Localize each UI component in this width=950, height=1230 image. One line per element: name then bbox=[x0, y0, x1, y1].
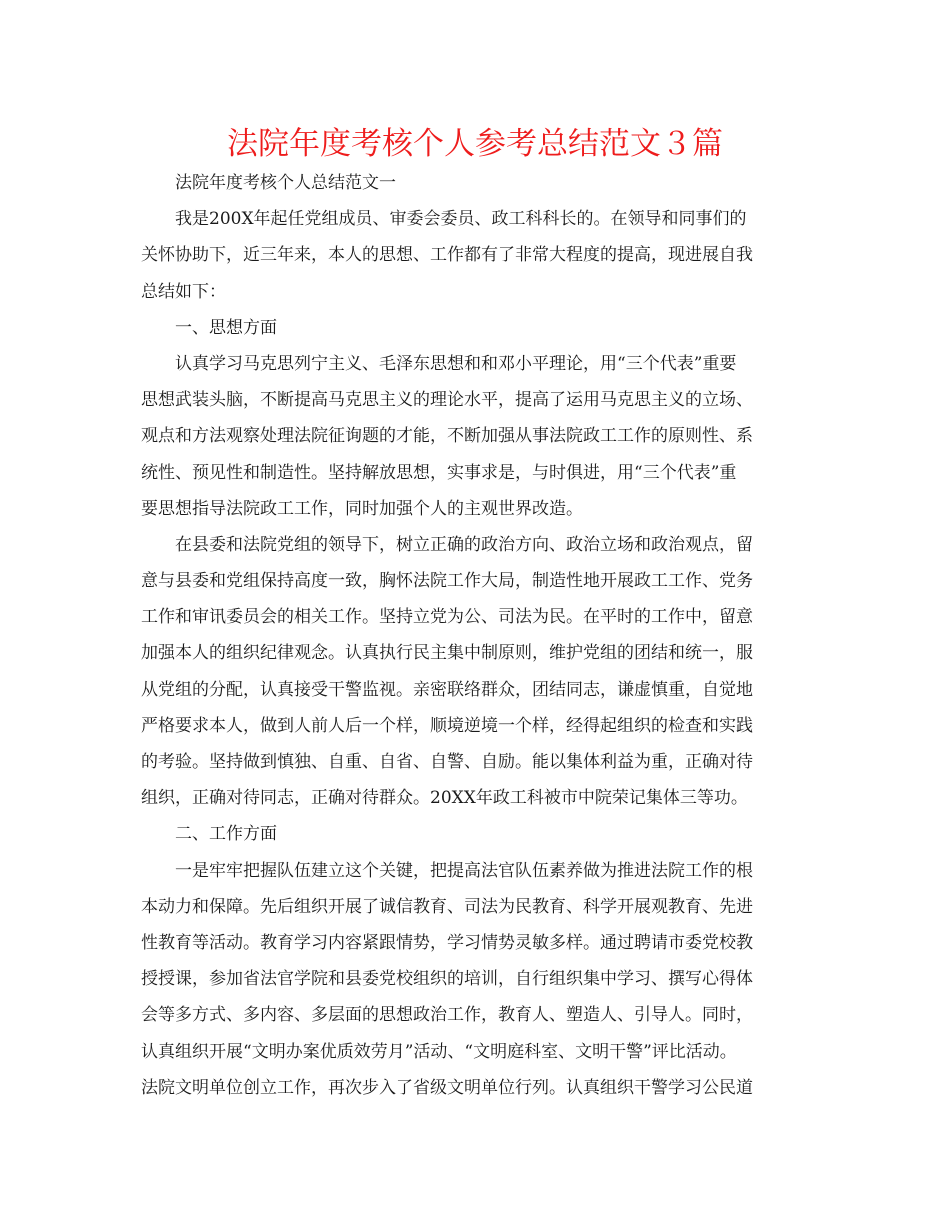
text-line: 认真组织开展“文明办案优质效劳月”活动、“文明庭科室、文明干警”评比活动。 bbox=[141, 1041, 737, 1062]
text-line: 意与县委和党组保持高度一致，胸怀法院工作大局，制造性地开展政工工作、党务 bbox=[141, 571, 753, 592]
text-line: 从党组的分配，认真接受干警监视。亲密联络群众，团结同志，谦虚慎重，自觉地 bbox=[141, 679, 753, 700]
text-line: 的考验。坚持做到慎独、自重、自省、自警、自励。能以集体利益为重，正确对待 bbox=[141, 752, 753, 772]
document-body bbox=[141, 165, 813, 1106]
text-line: 组织，正确对待同志，正确对待群众。20XX年政工科被市中院荣记集体三等功。 bbox=[141, 788, 748, 809]
text-line: 关怀协助下，近三年来，本人的思想、工作都有了非常大程度的提高，现进展自我 bbox=[141, 245, 753, 266]
text-line: 总结如下： bbox=[141, 281, 226, 302]
text-line: 本动力和保障。先后组织开展了诚信教育、司法为民教育、科学开展观教育、先进 bbox=[141, 896, 753, 917]
text-line: 严格要求本人，做到人前人后一个样，顺境逆境一个样，经得起组织的检查和实践 bbox=[141, 715, 753, 736]
text-line: 一、思想方面 bbox=[175, 317, 277, 338]
text-line: 法院年度考核个人总结范文一 bbox=[175, 173, 396, 193]
text-line: 工作和审讯委员会的相关工作。坚持立党为公、司法为民。在平时的工作中，留意 bbox=[141, 607, 753, 628]
text-line: 法院文明单位创立工作，再次步入了省级文明单位行列。认真组织干警学习公民道 bbox=[141, 1077, 753, 1098]
text-line: 二、工作方面 bbox=[175, 824, 277, 845]
text-line: 性教育等活动。教育学习内容紧跟情势，学习情势灵敏多样。通过聘请市委党校教 bbox=[141, 932, 753, 953]
text-line: 统性、预见性和制造性。坚持解放思想，实事求是，与时俱进，用“三个代表”重 bbox=[141, 462, 737, 483]
text-line: 认真学习马克思列宁主义、毛泽东思想和和邓小平理论，用“三个代表”重要 bbox=[175, 353, 737, 374]
text-line: 观点和方法观察处理法院征询题的才能，不断加强从事法院政工工作的原则性、系 bbox=[141, 426, 753, 447]
text-line: 一是牢牢把握队伍建立这个关键，把提高法官队伍素养做为推进法院工作的根 bbox=[175, 860, 753, 881]
text-line: 加强本人的组织纪律观念。认真执行民主集中制原则，维护党组的团结和统一，服 bbox=[141, 643, 753, 664]
text-line: 我是200X年起任党组成员、审委会委员、政工科科长的。在领导和同事们的 bbox=[175, 209, 747, 230]
text-line: 会等多方式、多内容、多层面的思想政治工作，教育人、塑造人、引导人。同时， bbox=[141, 1005, 753, 1026]
text-line: 思想武装头脑，不断提高马克思主义的理论水平，提高了运用马克思主义的立场、 bbox=[141, 390, 753, 411]
document-title: 法院年度考核个人参考总结范文３篇 bbox=[227, 126, 723, 162]
text-line: 授授课，参加省法官学院和县委党校组织的培训，自行组织集中学习、撰写心得体 bbox=[141, 969, 753, 990]
text-line: 在县委和法院党组的领导下，树立正确的政治方向、政治立场和政治观点，留 bbox=[175, 534, 753, 555]
text-line: 要思想指导法院政工工作，同时加强个人的主观世界改造。 bbox=[141, 498, 583, 519]
